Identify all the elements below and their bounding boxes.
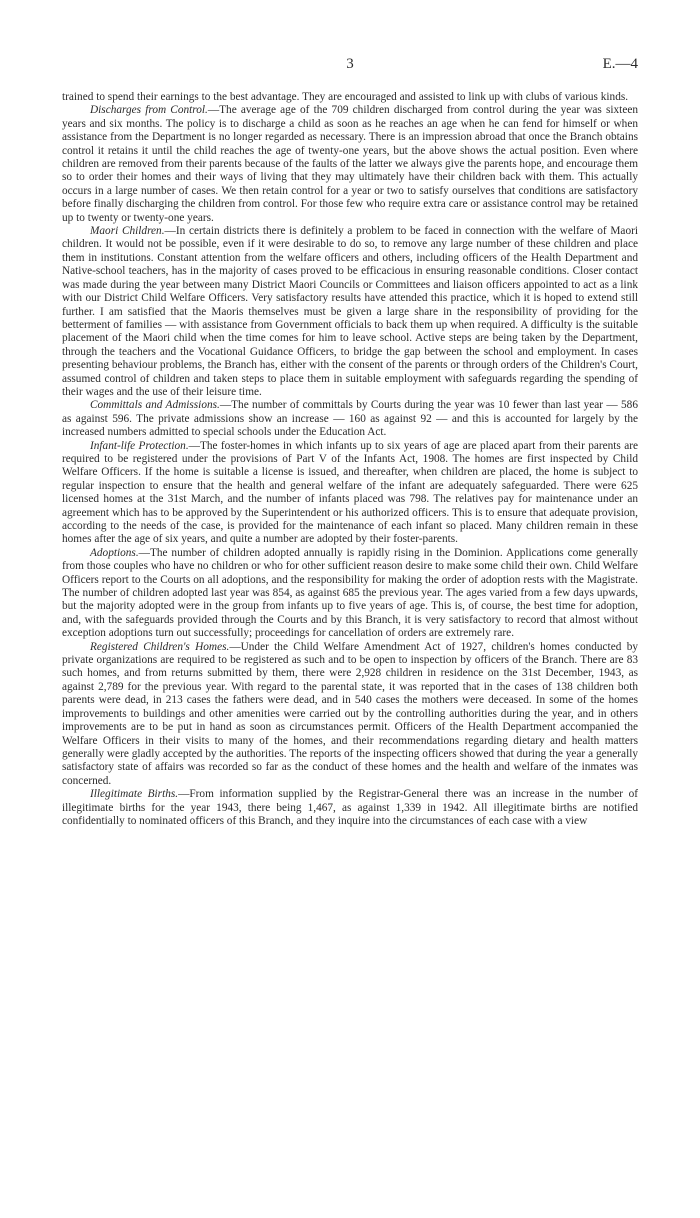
section-heading: Maori Children.: [90, 225, 165, 238]
paragraph-committals: [62, 399, 638, 439]
paragraph-text: —The foster-homes in which infants up to six years of age are placed apart from their parents are required to be registered under the provisions of Part V of the Infants Act, 1908. The homes are first inspected by Child Welfare Officers. If the home is suitable a license is issued, and thereafter, when children are placed, the home is subject to regular inspection to ensure that the health and general welfare of the infant are adequately safeguarded. There were 625 licensed homes at the 31st March, and the number of infants placed was 798. The relatives pay for maintenance under an agreement which has to be approved by the Superintendent or his authorized officers. This is to ensure that adequate provision, according to the needs of the case, is provided for the maintenance of each infant so placed. Many children remain in these homes after the age of six years, and quite a number are adopted by their foster-parents.: [62, 439, 639, 546]
section-heading: Committals and Admissions.: [90, 399, 220, 412]
body-text: [62, 91, 638, 828]
paragraph-registered-homes: [62, 641, 638, 788]
section-heading: Discharges from Control.: [90, 104, 208, 117]
paragraph-infant-life: [62, 440, 638, 547]
paragraph-text: —From information supplied by the Registrar-General there was an increase in the number of illegitimate births for the year 1943, there being 1,467, as against 1,339 in 1942. All illegitimate births are notified confidentially to nominated officers of this Branch, and they inquire into the circumstances of each case with a view: [62, 788, 638, 827]
paragraph-text: trained to spend their earnings to the best advantage. They are encouraged and assisted to link up with clubs of various kinds.: [62, 91, 629, 103]
paragraph-text: —The average age of the 709 children discharged from control during the year was sixteen years and six months. The policy is to discharge a child as soon as he reaches an age when he can fend for himself or when assistance from the Department is no longer regarded as necessary. There is an impression abroad that once the Branch obtains control it retains it until the child reaches the age of twenty-one years, but the above shows the actual position. Even where children are removed from their parents because of the faults of the latter we always give the parents hope, and encourage them so to order their homes and their ways of living that they may ultimately have their children back with them. This actually occurs in a large number of cases. We then retain control for a year or two to satisfy ourselves that conditions are satisfactory before finally discharging the children from control. For those few who require extra care or assistance control may be retained up to twenty or twenty-one years.: [62, 104, 638, 224]
section-heading: Registered Children's Homes.: [90, 640, 230, 653]
paragraph-text: —Under the Child Welfare Amendment Act of 1927, children's homes conducted by private organizations are required to be registered as such and to be open to inspection by officers of the Branch. There are 83 such homes, and from returns submitted by them, there were 2,928 children in residence on the 31st December, 1943, as against 2,789 for the previous year. With regard to the parental state, it was reported that in the cases of 138 children both parents were dead, in 213 cases the fathers were dead, and in 540 cases the mothers were deceased. In some of the homes improvements to buildings and other amenities were carried out by the controlling authorities during the year, and in others improvements are to be put in hand as soon as circumstances permit. Officers of the Health Department accompanied the Welfare Officers in their visits to many of the homes, and their recommendations regarding dietary and health matters generally were gladly accepted by the authorities. The reports of the inspecting officers showed that during the year a generally satisfactory state of affairs was recorded so far as the conduct of these homes and the health and welfare of the inmates was concerned.: [62, 640, 638, 787]
paragraph-text: —In certain districts there is definitely a problem to be faced in connection with the welfare of Maori children. It would not be possible, even if it were desirable to do so, to remove any large number of these children and place them in institutions. Constant attention from the welfare officers and others, including officers of the Health Department and Native-school teachers, has in the majority of cases proved to be efficacious in ensuring reasonable conditions. Closer contact was made during the year between many District Maori Councils or Committees and liaison officers appointed to act as a link with our District Child Welfare Officers. Very satisfactory results have attended this practice, which it is hoped to extend still further. I am satisfied that the Maoris themselves must be given a large share in the responsibility of providing for the betterment of families — with assistance from Government officials to back them up when required. A difficulty is the suitable placement of the Maori child when the time comes for him to leave school. Active steps are being taken by the Department, through the teachers and the Vocational Guidance Officers, to bridge the gap between the school and employment. In cases presenting behaviour problems, the Branch has, either with the consent of the parents or through orders of the Children's Court, assumed control of children and taken steps to place them in suitable employment with safeguards regarding the spending of their wages and the use of their leisure time.: [62, 225, 638, 398]
section-heading: Infant-life Protection.: [90, 439, 189, 452]
paragraph-maori-children: [62, 225, 638, 399]
paragraph-adoptions: [62, 547, 638, 641]
section-heading: Illegitimate Births.: [90, 788, 179, 801]
paragraph-illegitimate-births: [62, 788, 638, 828]
page-number: 3: [346, 56, 354, 72]
paragraph-discharges: [62, 104, 638, 225]
document-reference: E.—4: [602, 56, 638, 72]
section-heading: Adoptions.: [90, 546, 139, 559]
page-header: [62, 56, 638, 76]
paragraph-text: —The number of committals by Courts during the year was 10 fewer than last year — 586 as against 596. The private admissions show an increase — 160 as against 92 — and this is accounted for largely by the increased numbers admitted to special schools under the Education Act.: [62, 399, 638, 439]
paragraph-continuation: [62, 91, 638, 104]
paragraph-text: —The number of children adopted annually is rapidly rising in the Dominion. Applications come generally from those couples who have no children or who for other sufficient reason desire to make some child their own. Child Welfare Officers report to the Courts on all adoptions, and the responsibility for making the order of adoption rests with the Magistrate. The number of children adopted last year was 854, as against 685 the previous year. The ages varied from a few days upwards, but the majority adopted were in the group from infants up to five years of age. This is, of course, the best time for adoption, and, with the safeguards provided through the Courts and by this Branch, it is very satisfactory to record that almost without exception adoptions turn out successfully; proceedings for cancellation of orders are extremely rare.: [62, 546, 638, 640]
